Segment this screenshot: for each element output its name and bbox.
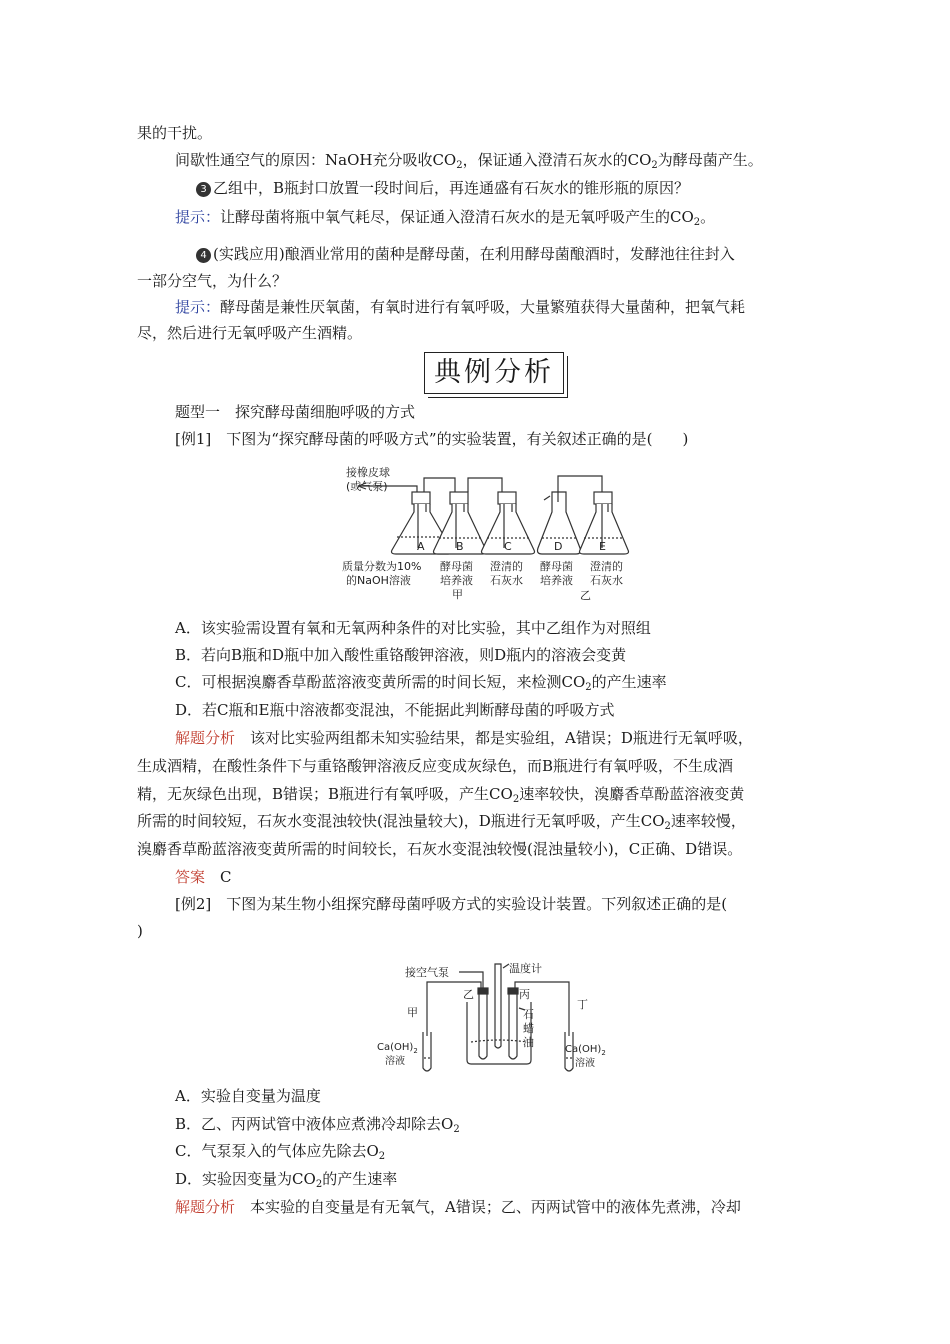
flask-b-caption-2: 培养液 — [440, 574, 473, 587]
ex2-option-c: C．气泵泵入的气体应先除去$O_2$ — [175, 1142, 386, 1162]
example-1-question: [例1] 下图为“探究酵母菌的呼吸方式”的实验装置，有关叙述正确的是( ) — [175, 430, 689, 448]
flask-label-e: E — [599, 540, 606, 553]
flask-e-caption-2: 石灰水 — [590, 574, 623, 587]
ex1-analysis-line-1: 解题分析 该对比实验两组都未知实验结果，都是实验组，A错误；D瓶进行无氧呼吸， — [175, 729, 753, 747]
thermometer-label: 温度计 — [509, 962, 542, 975]
ex1-analysis-line-3: 精，无灰绿色出现，B错误；B瓶进行有氧呼吸，产生$CO_2$速率较快，溴麝香草酚蓝溶液变黄 — [137, 785, 745, 805]
group-yi-label: 乙 — [580, 589, 591, 602]
ex2-option-a: A．实验自变量为温度 — [175, 1087, 321, 1105]
group-jia-label: 甲 — [452, 588, 463, 601]
ex1-option-d: D．若C瓶和E瓶中溶液都变混浊，不能据此判断酵母菌的呼吸方式 — [175, 701, 615, 719]
paraffin-label-3: 油 — [523, 1036, 534, 1049]
flask-label-c: C — [504, 540, 512, 553]
pump-label-1: 接橡皮球 — [346, 466, 390, 479]
ex1-option-a: A．该实验需设置有氧和无氧两种条件的对比实验，其中乙组作为对照组 — [175, 619, 651, 637]
flask-c-caption-2: 石灰水 — [490, 574, 523, 587]
ex1-answer: 答案 C — [175, 868, 232, 886]
hint-4-line-1: 提示：酵母菌是兼性厌氧菌，有氧时进行有氧呼吸，大量繁殖获得大量菌种，把氧气耗 — [175, 298, 746, 316]
tube-ding-label: 丁 — [577, 998, 588, 1011]
tube-yi-label: 乙 — [463, 988, 474, 1001]
flask-d-caption-2: 培养液 — [540, 574, 573, 587]
flask-label-d: D — [554, 540, 563, 553]
section-title: 典例分析 — [424, 352, 564, 394]
pump-label-2: (或气泵) — [346, 480, 388, 493]
example-2-figure — [375, 958, 615, 1080]
right-solution-label: 溶液 — [575, 1058, 595, 1069]
flask-b-caption-1: 酵母菌 — [440, 560, 473, 573]
ex2-option-d: D．实验因变量为$CO_2$的产生速率 — [175, 1170, 398, 1190]
hint-3: 提示：让酵母菌将瓶中氧气耗尽，保证通入澄清石灰水的是无氧呼吸产生的$CO_2$。 — [175, 208, 716, 228]
flask-c-caption-1: 澄清的 — [490, 560, 523, 573]
right-caoh-label: $Ca(OH)_2$ — [565, 1044, 606, 1057]
ex2-analysis-line-1: 解题分析 本实验的自变量是有无氧气，A错误；乙、丙两试管中的液体先煮沸，冷却 — [175, 1198, 741, 1216]
ex1-analysis-line-2: 生成酒精，在酸性条件下与重铬酸钾溶液反应变成灰绿色，而B瓶进行有氧呼吸，不生成酒 — [137, 757, 734, 775]
left-solution-label: 溶液 — [385, 1056, 405, 1067]
example-2-question-line-1: [例2] 下图为某生物小组探究酵母菌呼吸方式的实验设计装置。下列叙述正确的是( — [175, 895, 728, 913]
paraffin-label-1: 石 — [523, 1008, 534, 1021]
flask-label-a: A — [417, 540, 425, 553]
paraffin-label-2: 蜡 — [523, 1022, 534, 1035]
answer-label: 答案 — [175, 868, 206, 886]
flask-e-caption-1: 澄清的 — [590, 560, 623, 573]
topic-heading: 题型一 探究酵母菌细胞呼吸的方式 — [175, 403, 416, 421]
example-2-question-line-2: ) — [137, 922, 143, 940]
question-4-line-1: 4 (实践应用)酿酒业常用的菌种是酵母菌，在利用酵母菌酿酒时，发酵池往往封入 — [196, 243, 886, 265]
ex1-option-c: C．可根据溴麝香草酚蓝溶液变黄所需的时间长短，来检测$CO_2$的产生速率 — [175, 673, 667, 693]
air-pump-label: 接空气泵 — [405, 966, 449, 979]
analysis-label: 解题分析 — [175, 729, 236, 747]
example-1-figure — [340, 462, 640, 602]
number-3-icon: 3 — [196, 182, 211, 197]
tube-jia-label: 甲 — [407, 1006, 418, 1019]
left-caoh-label: $Ca(OH)_2$ — [377, 1042, 418, 1055]
ex2-option-b: B．乙、丙两试管中液体应煮沸冷却除去$O_2$ — [175, 1115, 460, 1135]
flask-d-caption-1: 酵母菌 — [540, 560, 573, 573]
flask-label-b: B — [456, 540, 464, 553]
hint-label: 提示： — [175, 208, 221, 226]
question-3: 3 乙组中，B瓶封口放置一段时间后，再连通盛有石灰水的锥形瓶的原因？ — [196, 177, 886, 199]
flask-a-caption-1: 质量分数为10% — [342, 560, 422, 573]
ex1-analysis-line-4: 所需的时间较短，石灰水变混浊较快(混浊量较大)，D瓶进行无氧呼吸，产生$CO_2$速率较慢， — [137, 812, 746, 832]
ex1-analysis-line-5: 溴麝香草酚蓝溶液变黄所需的时间较长，石灰水变混浊较慢(混浊量较小)，C正确、D错误。 — [137, 840, 743, 858]
intro-line-1: 果的干扰。 — [137, 124, 213, 142]
tube-bing-label: 丙 — [519, 988, 530, 1001]
flask-a-caption-2: 的NaOH溶液 — [346, 574, 411, 587]
number-4-icon: 4 — [196, 248, 211, 263]
intro-line-2: 间歇性通空气的原因：NaOH充分吸收$CO_2$，保证通入澄清石灰水的$CO_2$为酵母菌产生。 — [175, 151, 763, 171]
question-4-line-2: 一部分空气，为什么？ — [137, 272, 288, 290]
ex1-option-b: B．若向B瓶和D瓶中加入酸性重铬酸钾溶液，则D瓶内的溶液会变黄 — [175, 646, 627, 664]
hint-4-line-2: 尽，然后进行无氧呼吸产生酒精。 — [137, 324, 363, 342]
